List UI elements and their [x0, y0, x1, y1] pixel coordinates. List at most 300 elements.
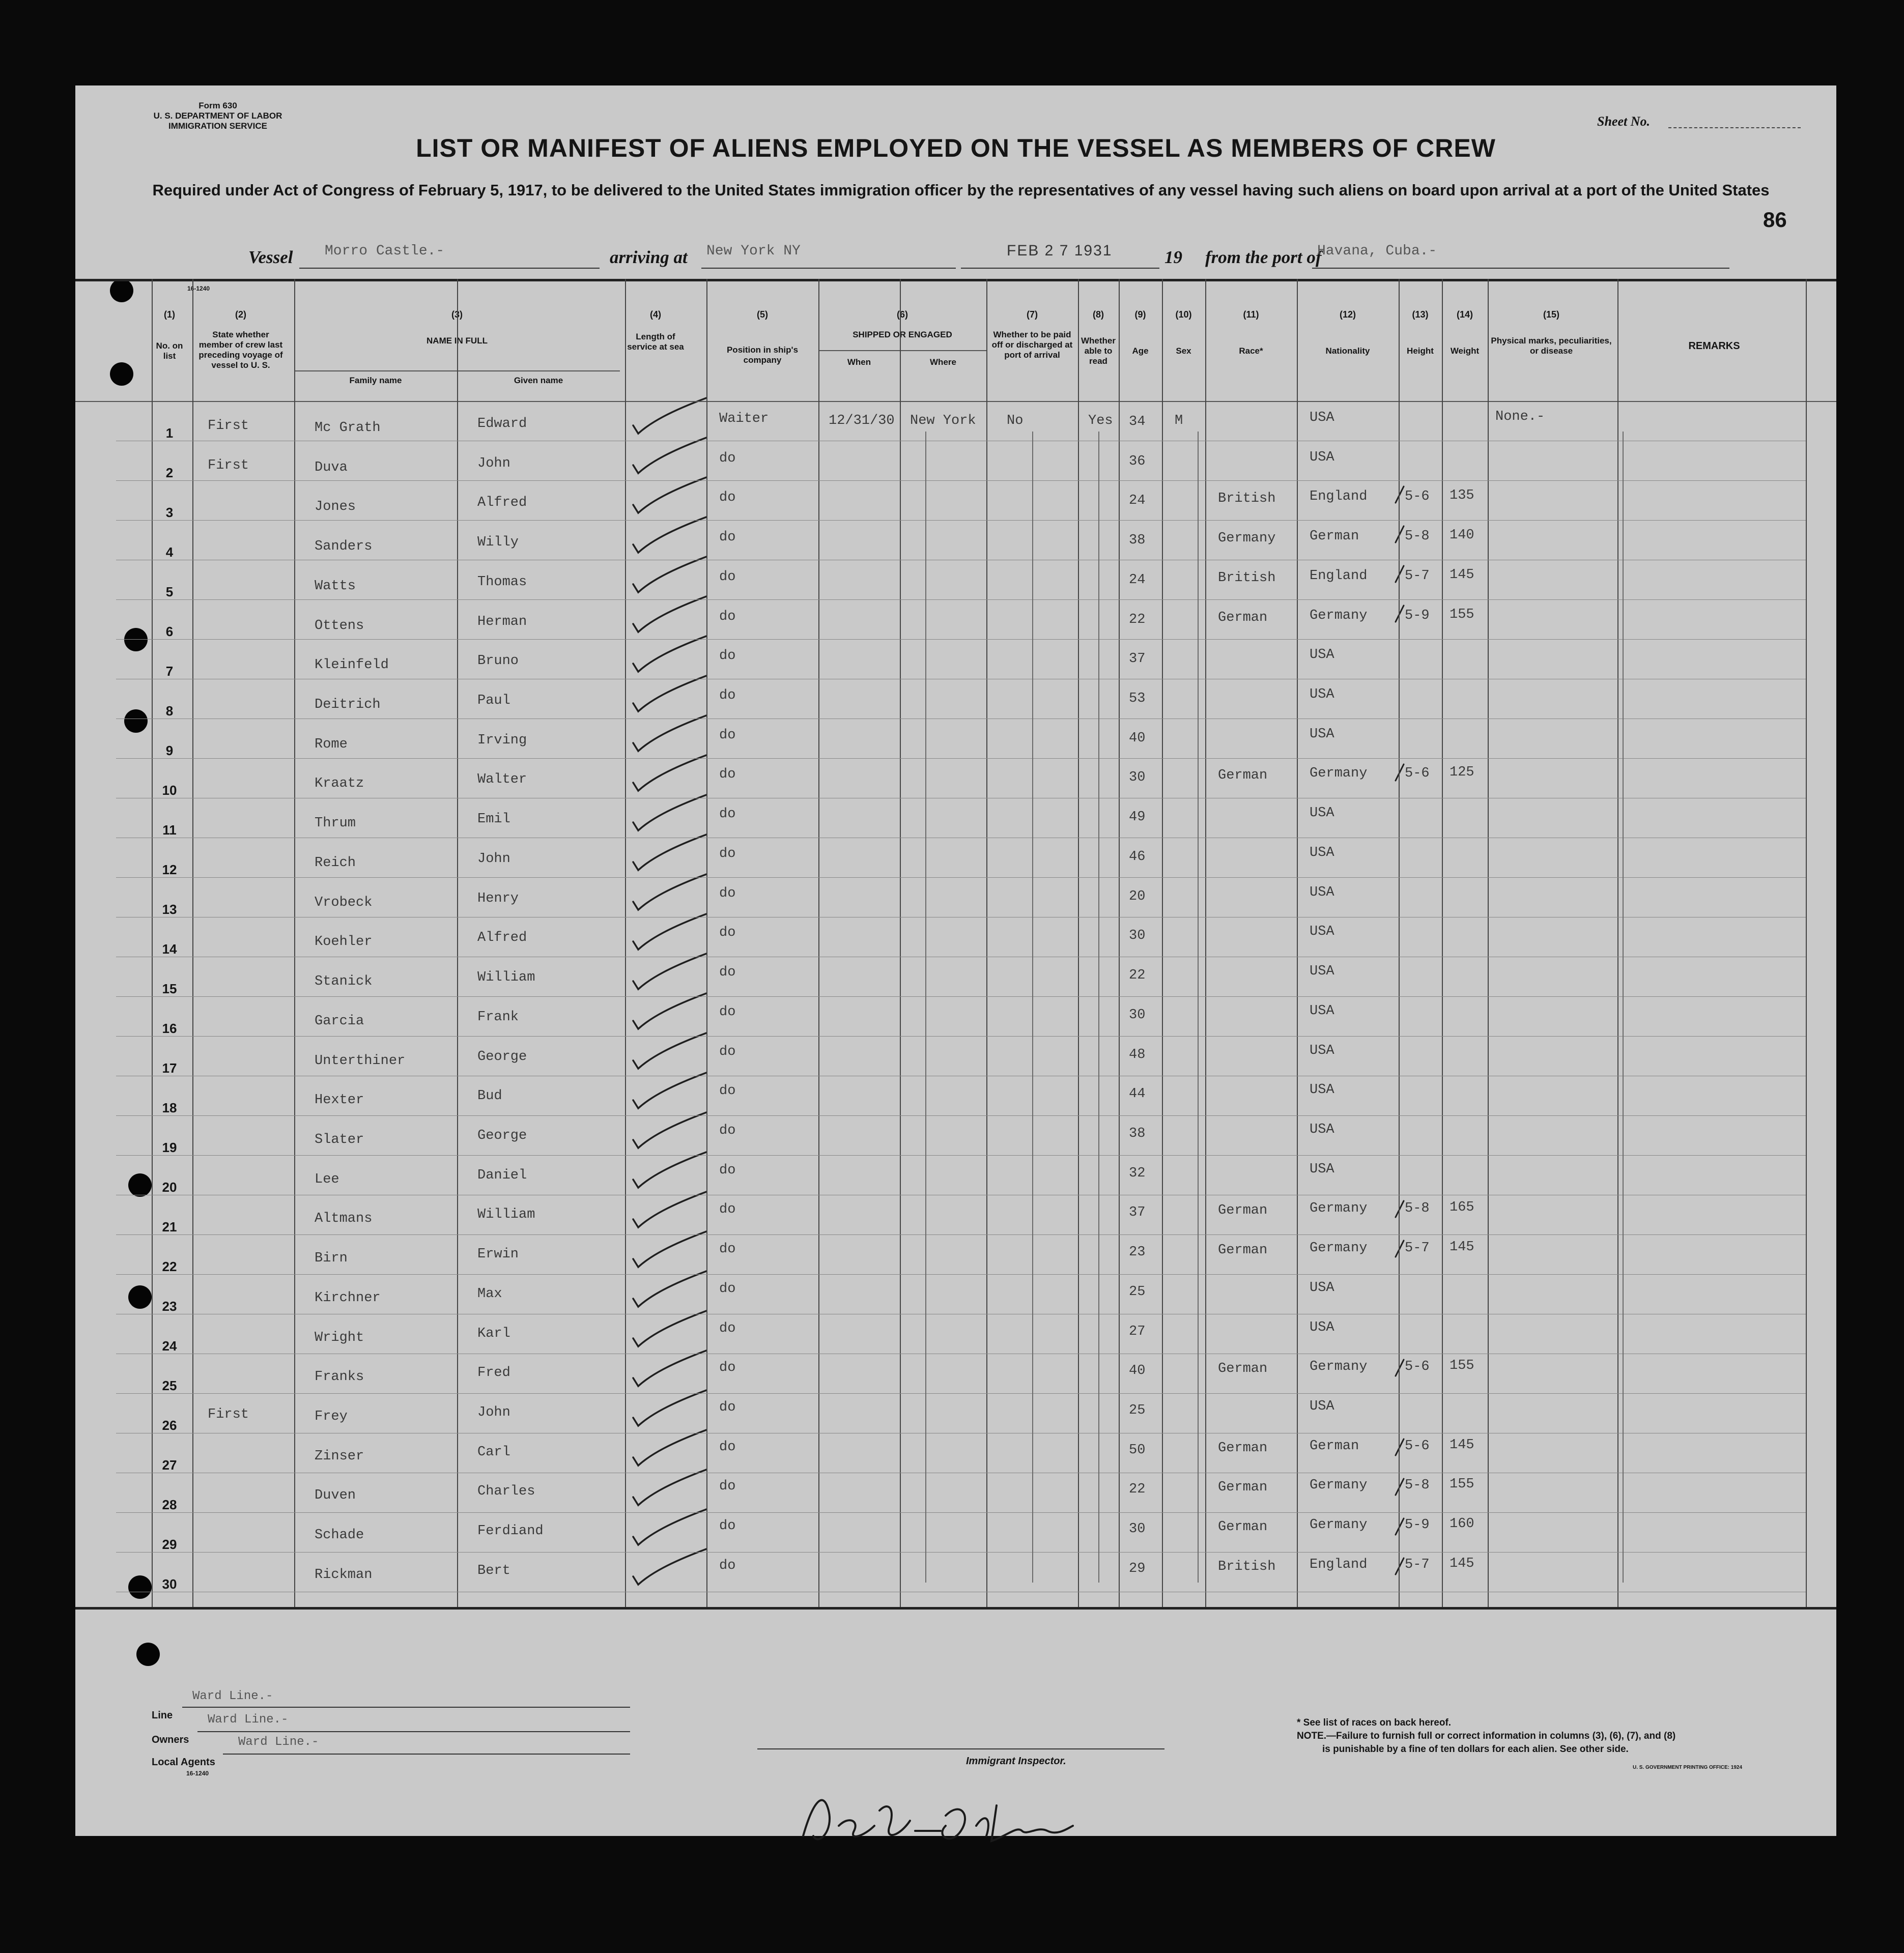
given-name-cell: Karl: [477, 1326, 510, 1341]
given-name-cell: Daniel: [477, 1167, 527, 1183]
col3-number: (3): [451, 309, 463, 320]
nationality-cell: USA: [1310, 1319, 1334, 1335]
inspector-field: [757, 1748, 1164, 1749]
position-cell: do: [719, 807, 736, 822]
family-name-cell: Duva: [315, 459, 348, 475]
col15-number: (15): [1543, 309, 1559, 320]
weight-cell: 140: [1450, 528, 1474, 543]
age-cell: 50: [1129, 1442, 1146, 1458]
given-name-cell: John: [477, 1405, 510, 1420]
date-line: [961, 268, 1159, 269]
given-name-cell: Bud: [477, 1088, 502, 1104]
row-number: 2: [165, 465, 174, 480]
from-port-label: from the port of: [1205, 247, 1322, 267]
age-cell: 25: [1129, 1284, 1146, 1300]
nationality-tick-icon: [1394, 1556, 1406, 1576]
age-cell: 25: [1129, 1403, 1146, 1418]
row-number: 24: [162, 1338, 177, 1354]
age-cell: 30: [1129, 1007, 1146, 1023]
position-cell: do: [719, 530, 736, 545]
position-cell: do: [719, 767, 736, 783]
family-name-cell: Zinser: [315, 1448, 364, 1464]
check-mark-icon: [630, 1474, 712, 1509]
position-cell: do: [719, 1558, 736, 1573]
race-cell: German: [1218, 768, 1268, 784]
column-rule: [1119, 279, 1120, 1607]
position-cell: do: [719, 1162, 736, 1178]
nationality-cell: USA: [1310, 1161, 1334, 1177]
family-name-cell: Thrum: [315, 816, 356, 831]
family-name-cell: Birn: [315, 1251, 348, 1267]
nationality-cell: Germany: [1310, 1478, 1368, 1494]
row-number: 1: [165, 425, 174, 441]
row-number: 18: [162, 1100, 177, 1115]
weight-cell: 145: [1450, 1437, 1474, 1453]
column-rule: [152, 279, 153, 1607]
row-number: 8: [165, 703, 174, 719]
check-mark-icon: [630, 839, 712, 874]
given-name-cell: Ferdiand: [477, 1524, 544, 1539]
header-bottom-rule: [75, 401, 1836, 402]
arriving-at-label: arriving at: [610, 247, 688, 267]
weight-cell: 145: [1450, 1240, 1474, 1255]
service-name: IMMIGRATION SERVICE: [168, 121, 267, 131]
check-mark-icon: [630, 1196, 712, 1231]
check-mark-icon: [630, 521, 712, 557]
column-rule: [1617, 279, 1618, 1607]
row-number: 5: [165, 584, 174, 599]
nationality-cell: England: [1310, 568, 1368, 584]
age-cell: 37: [1129, 1205, 1146, 1221]
height-cell: 5-6: [1405, 766, 1430, 782]
position-cell: do: [719, 727, 736, 743]
owners-value: Ward Line.-: [208, 1713, 289, 1727]
race-cell: German: [1218, 1440, 1268, 1456]
check-mark-icon: [630, 759, 712, 795]
line-label: Line: [152, 1710, 173, 1721]
nationality-cell: Germany: [1310, 1201, 1368, 1217]
position-cell: do: [719, 885, 736, 901]
agents-label: Local Agents: [152, 1757, 215, 1768]
column-rule: [1488, 279, 1489, 1607]
col6-number: (6): [897, 309, 908, 320]
family-name-cell: Koehler: [315, 934, 373, 950]
position-cell: do: [719, 1242, 736, 1257]
check-mark-icon: [630, 720, 712, 755]
position-cell: Waiter: [719, 411, 769, 426]
position-cell: do: [719, 1439, 736, 1455]
race-cell: British: [1218, 570, 1276, 586]
row-number: 4: [165, 544, 174, 560]
line-value: Ward Line.-: [192, 1689, 273, 1703]
agents-value: Ward Line.-: [238, 1735, 319, 1749]
nationality-cell: USA: [1310, 647, 1334, 663]
family-name-cell: Garcia: [315, 1013, 364, 1029]
col8-label: Whether able to read: [1081, 336, 1116, 366]
department-name: U. S. DEPARTMENT OF LABOR: [153, 111, 282, 121]
check-mark-icon: [630, 918, 712, 954]
position-cell: do: [719, 609, 736, 624]
race-cell: German: [1218, 1480, 1268, 1496]
nationality-tick-icon: [1394, 762, 1406, 783]
row-number: 12: [162, 862, 177, 877]
age-cell: 30: [1129, 928, 1146, 944]
document-subtitle: Required under Act of Congress of February 5, 1917, to be delivered to the United States immigration officer by the representatives of any vessel having such aliens on board upon arrival at a port of the United States: [152, 181, 1770, 199]
sheet-number-label: Sheet No.: [1597, 114, 1650, 129]
nationality-tick-icon: [1394, 484, 1406, 505]
given-name-cell: Erwin: [477, 1247, 519, 1262]
column-rule: [1399, 279, 1400, 1607]
check-mark-icon: [630, 799, 712, 835]
age-cell: 48: [1129, 1047, 1146, 1062]
check-mark-icon: [630, 561, 712, 596]
col15-label: Physical marks, peculiarities, or disease: [1491, 336, 1612, 356]
family-name-cell: Altmans: [315, 1211, 373, 1227]
sheet-number-field: [1668, 127, 1801, 128]
column-rule: [625, 279, 626, 1607]
row-number: 11: [162, 822, 177, 838]
sex-cell: M: [1175, 413, 1183, 428]
position-cell: do: [719, 965, 736, 981]
given-name-cell: John: [477, 851, 510, 867]
given-name-cell: William: [477, 970, 535, 986]
row-rule: [116, 520, 1806, 521]
nationality-tick-icon: [1394, 604, 1406, 624]
nationality-cell: USA: [1310, 1043, 1334, 1058]
column-rule: [1297, 279, 1298, 1607]
shipped-where-cell: New York: [910, 413, 976, 428]
nationality-cell: USA: [1310, 806, 1334, 821]
check-mark-icon: [630, 442, 712, 477]
column-rule: [1162, 279, 1163, 1607]
position-cell: do: [719, 1123, 736, 1138]
age-cell: 22: [1129, 968, 1146, 984]
col3-family-label: Family name: [349, 376, 402, 385]
given-name-cell: Bert: [477, 1563, 510, 1578]
row-rule: [116, 1274, 1806, 1275]
row-number: 9: [165, 743, 174, 758]
physical-marks-cell: None.-: [1495, 409, 1545, 424]
height-cell: 5-8: [1405, 1478, 1430, 1494]
row-number: 23: [162, 1299, 177, 1314]
nationality-cell: USA: [1310, 1399, 1334, 1414]
col11-number: (11): [1243, 309, 1259, 320]
owners-label: Owners: [152, 1734, 189, 1745]
nationality-cell: USA: [1310, 845, 1334, 860]
age-cell: 22: [1129, 612, 1146, 627]
column-rule: [457, 279, 458, 1607]
col8-number: (8): [1093, 309, 1104, 320]
year-label: 19: [1164, 247, 1182, 267]
col6-when-label: When: [847, 357, 871, 367]
age-cell: 34: [1129, 414, 1146, 429]
document-title: LIST OR MANIFEST OF ALIENS EMPLOYED ON THE VESSEL AS MEMBERS OF CREW: [416, 134, 1496, 162]
given-name-cell: Herman: [477, 614, 527, 629]
given-name-cell: Carl: [477, 1444, 510, 1460]
family-name-cell: Kleinfeld: [315, 657, 389, 673]
col7-number: (7): [1027, 309, 1038, 320]
col9-label: Age: [1132, 346, 1149, 356]
row-number: 19: [162, 1140, 177, 1155]
given-name-cell: Thomas: [477, 574, 527, 590]
nationality-cell: German: [1310, 1438, 1359, 1454]
row-number: 14: [162, 941, 177, 957]
row-number: 6: [165, 624, 174, 639]
check-mark-icon: [630, 878, 712, 914]
row-number: 13: [162, 902, 177, 917]
check-mark-icon: [630, 1077, 712, 1112]
row-number: 27: [162, 1457, 177, 1473]
able-to-read-cell: Yes: [1088, 413, 1113, 428]
given-name-cell: Frank: [477, 1009, 519, 1025]
nationality-cell: Germany: [1310, 766, 1368, 782]
height-cell: 5-7: [1405, 568, 1430, 584]
column-rule: [1442, 279, 1443, 1607]
line-field: [182, 1707, 630, 1708]
race-cell: British: [1218, 491, 1276, 507]
nationality-cell: USA: [1310, 410, 1334, 425]
height-cell: 5-7: [1405, 1241, 1430, 1256]
check-mark-icon: [630, 997, 712, 1033]
row-rule: [116, 1155, 1806, 1156]
col3-label: NAME IN FULL: [427, 336, 488, 346]
nationality-tick-icon: [1394, 1437, 1406, 1457]
col1-label: No. on list: [156, 341, 183, 361]
last-voyage-cell: First: [208, 1407, 249, 1422]
age-cell: 32: [1129, 1165, 1146, 1181]
col4-label: Length of service at sea: [627, 332, 684, 352]
column-rule: [1806, 279, 1807, 1607]
race-cell: Germany: [1218, 531, 1276, 547]
nationality-cell: USA: [1310, 726, 1334, 742]
row-rule: [116, 1036, 1806, 1037]
check-mark-icon: [630, 1513, 712, 1549]
nationality-cell: German: [1310, 529, 1359, 544]
from-port: Havana, Cuba.-: [1317, 243, 1437, 259]
row-number: 17: [162, 1060, 177, 1076]
given-name-cell: William: [477, 1207, 535, 1223]
col13-label: Height: [1407, 346, 1434, 356]
race-cell: German: [1218, 1243, 1268, 1258]
family-name-cell: Rickman: [315, 1567, 373, 1583]
inspector-signature: [793, 1780, 1078, 1856]
family-name-cell: Watts: [315, 578, 356, 594]
column-rule: [900, 279, 901, 1607]
col2-number: (2): [235, 309, 246, 320]
row-rule: [116, 599, 1806, 600]
check-mark-icon: [630, 1434, 712, 1470]
column-rule: [818, 279, 819, 1607]
row-number: 3: [165, 505, 174, 520]
weight-cell: 155: [1450, 1477, 1474, 1492]
age-cell: 38: [1129, 533, 1146, 549]
height-cell: 5-6: [1405, 1438, 1430, 1454]
nationality-cell: USA: [1310, 964, 1334, 980]
row-number: 7: [165, 664, 174, 679]
check-mark-icon: [630, 640, 712, 676]
row-number: 15: [162, 981, 177, 996]
position-cell: do: [719, 1518, 736, 1534]
check-mark-icon: [630, 958, 712, 993]
inspector-label: Immigrant Inspector.: [966, 1756, 1066, 1767]
row-number: 30: [162, 1576, 177, 1592]
row-number: 21: [162, 1219, 177, 1234]
age-cell: 49: [1129, 810, 1146, 825]
nationality-cell: Germany: [1310, 1359, 1368, 1375]
family-name-cell: Stanick: [315, 974, 373, 990]
vessel-name: Morro Castle.-: [325, 243, 445, 259]
arriving-at-port: New York NY: [706, 243, 801, 259]
position-cell: do: [719, 450, 736, 466]
given-name-cell: Willy: [477, 535, 519, 551]
races-note: * See list of races on back hereof.: [1297, 1717, 1452, 1728]
column-rule: [294, 279, 295, 1607]
crew-table: [75, 279, 1836, 1673]
row-rule: [116, 758, 1806, 759]
age-cell: 37: [1129, 651, 1146, 667]
weight-cell: 155: [1450, 1358, 1474, 1374]
row-rule: [116, 996, 1806, 997]
remarks-label: REMARKS: [1688, 340, 1740, 352]
family-name-cell: Slater: [315, 1132, 364, 1147]
ditto-line: [1098, 432, 1099, 1583]
height-cell: 5-8: [1405, 1201, 1430, 1217]
age-cell: 24: [1129, 572, 1146, 588]
weight-cell: 145: [1450, 1556, 1474, 1571]
column-rule: [1078, 279, 1079, 1607]
family-name-cell: Frey: [315, 1409, 348, 1424]
check-mark-icon: [630, 1236, 712, 1271]
col4-number: (4): [650, 309, 661, 320]
position-cell: do: [719, 1044, 736, 1059]
col5-label: Position in ship's company: [726, 345, 799, 365]
age-cell: 22: [1129, 1482, 1146, 1498]
family-name-cell: Schade: [315, 1528, 364, 1543]
nationality-cell: USA: [1310, 1122, 1334, 1137]
row-rule: [116, 1393, 1806, 1394]
given-name-cell: Bruno: [477, 653, 519, 669]
weight-cell: 160: [1450, 1516, 1474, 1532]
nationality-cell: England: [1310, 1557, 1368, 1572]
manifest-sheet: [75, 85, 1836, 1836]
given-name-cell: George: [477, 1128, 527, 1143]
nationality-cell: Germany: [1310, 608, 1368, 623]
family-name-cell: Hexter: [315, 1093, 364, 1108]
family-name-cell: Rome: [315, 736, 348, 752]
check-mark-icon: [630, 1275, 712, 1311]
col10-label: Sex: [1176, 346, 1191, 356]
from-port-line: [1312, 268, 1729, 269]
position-cell: do: [719, 490, 736, 506]
row-rule: [116, 1512, 1806, 1513]
col13-number: (13): [1412, 309, 1429, 320]
col10-number: (10): [1175, 309, 1192, 320]
family-name-cell: Unterthiner: [315, 1053, 406, 1069]
given-name-cell: Paul: [477, 693, 510, 709]
given-name-cell: George: [477, 1049, 527, 1065]
row-rule: [116, 480, 1806, 481]
row-rule: [116, 639, 1806, 640]
weight-cell: 155: [1450, 607, 1474, 622]
form-number: Form 630: [198, 101, 237, 110]
nationality-tick-icon: [1394, 1358, 1406, 1378]
col12-number: (12): [1339, 309, 1356, 320]
row-number: 22: [162, 1259, 177, 1274]
nationality-tick-icon: [1394, 1477, 1406, 1497]
row-number: 28: [162, 1497, 177, 1512]
row-number: 10: [162, 783, 177, 798]
ditto-line: [1623, 432, 1624, 1583]
race-cell: German: [1218, 610, 1268, 625]
col5-number: (5): [757, 309, 768, 320]
row-number: 25: [162, 1378, 177, 1393]
age-cell: 46: [1129, 849, 1146, 865]
form-code: 16-1240: [187, 285, 210, 292]
printer-note: U. S. GOVERNMENT PRINTING OFFICE: 1924: [1633, 1765, 1743, 1770]
row-rule: [116, 1234, 1806, 1235]
nationality-cell: USA: [1310, 449, 1334, 465]
position-cell: do: [719, 1281, 736, 1297]
penalty-note: NOTE.—Failure to furnish full or correct information in columns (3), (6), (7), and (8): [1297, 1731, 1676, 1741]
age-cell: 30: [1129, 770, 1146, 786]
age-cell: 36: [1129, 453, 1146, 469]
position-cell: do: [719, 688, 736, 704]
col11-label: Race*: [1239, 346, 1263, 356]
check-mark-icon: [630, 1553, 712, 1589]
row-number: 16: [162, 1021, 177, 1036]
family-name-cell: Sanders: [315, 539, 373, 555]
check-mark-icon: [630, 1156, 712, 1192]
table-bottom-rule: [75, 1607, 1836, 1610]
column-rule: [706, 279, 707, 1607]
height-cell: 5-9: [1405, 1517, 1430, 1533]
agents-code: 16-1240: [186, 1770, 209, 1777]
family-name-cell: Deitrich: [315, 697, 381, 713]
age-cell: 30: [1129, 1521, 1146, 1537]
race-cell: German: [1218, 1519, 1268, 1535]
age-cell: 20: [1129, 888, 1146, 904]
height-cell: 5-8: [1405, 529, 1430, 544]
given-name-cell: Alfred: [477, 930, 527, 946]
position-cell: do: [719, 1004, 736, 1020]
position-cell: do: [719, 1400, 736, 1415]
race-cell: German: [1218, 1203, 1268, 1219]
ditto-line: [1032, 432, 1033, 1583]
position-cell: do: [719, 1479, 736, 1495]
race-cell: German: [1218, 1361, 1268, 1377]
age-cell: 38: [1129, 1126, 1146, 1141]
position-cell: do: [719, 1083, 736, 1099]
col14-number: (14): [1456, 309, 1473, 320]
col6-label: SHIPPED OR ENGAGED: [852, 330, 952, 339]
ditto-line: [925, 432, 926, 1583]
shipped-subheader-rule: [818, 350, 986, 351]
check-mark-icon: [630, 1037, 712, 1073]
given-name-cell: Irving: [477, 732, 527, 748]
weight-cell: 145: [1450, 567, 1474, 583]
last-voyage-cell: First: [208, 418, 249, 434]
column-rule: [192, 279, 193, 1607]
last-voyage-cell: First: [208, 457, 249, 473]
given-name-cell: Edward: [477, 416, 527, 432]
check-mark-icon: [630, 1394, 712, 1430]
nationality-cell: Germany: [1310, 1241, 1368, 1256]
vessel-name-line: [299, 268, 600, 269]
penalty-note-continued: is punishable by a fine of ten dollars for each alien. See other side.: [1322, 1744, 1629, 1755]
position-cell: do: [719, 1320, 736, 1336]
column-rule: [986, 279, 987, 1607]
given-name-cell: Fred: [477, 1365, 510, 1381]
